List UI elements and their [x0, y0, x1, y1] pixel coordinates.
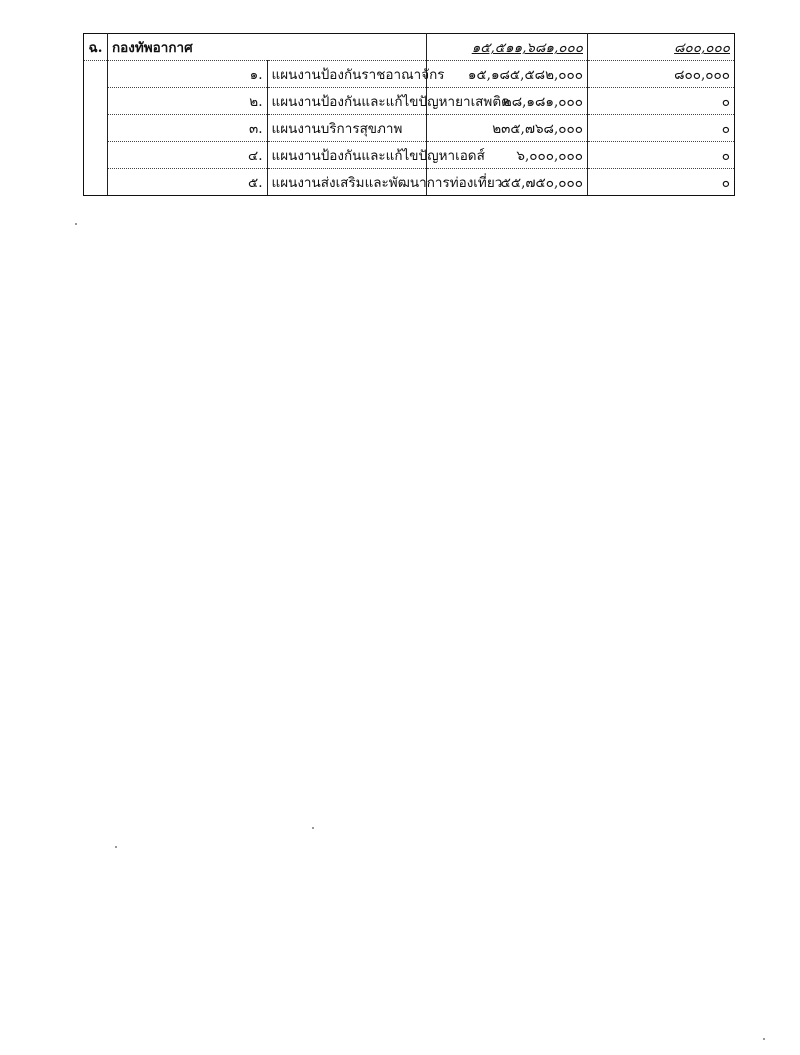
item-amount-1: ๒๓๕,๗๖๘,๐๐๐ — [427, 115, 588, 142]
section-code: ฉ. — [84, 34, 108, 61]
item-amount-1: ๕๕,๗๕๐,๐๐๐ — [427, 169, 588, 196]
item-amount-1: ๖,๐๐๐,๐๐๐ — [427, 142, 588, 169]
table-row — [84, 88, 735, 115]
item-amount-2: ๐ — [588, 169, 735, 196]
table-row — [84, 142, 735, 169]
budget-table — [83, 33, 735, 196]
section-header-row — [84, 34, 735, 61]
item-name: แผนงานป้องกันและแก้ไขปัญหาเอดส์ — [267, 142, 427, 169]
indent-cell — [84, 61, 108, 88]
scan-speck — [115, 846, 117, 848]
item-number: ๕. — [108, 169, 268, 196]
item-number: ๔. — [108, 142, 268, 169]
item-amount-1: ๑๕,๑๘๕,๕๘๒,๐๐๐ — [427, 61, 588, 88]
item-amount-2: ๐ — [588, 142, 735, 169]
indent-cell — [84, 88, 108, 115]
indent-cell — [84, 169, 108, 196]
item-number: ๒. — [108, 88, 268, 115]
scan-speck — [312, 827, 314, 829]
scan-speck — [763, 1038, 765, 1040]
section-amount-1: ๑๕,๕๑๑,๖๘๑,๐๐๐ — [427, 34, 588, 61]
item-name: แผนงานบริการสุขภาพ — [267, 115, 427, 142]
table-row — [84, 169, 735, 196]
item-name: แผนงานส่งเสริมและพัฒนาการท่องเที่ยว — [267, 169, 427, 196]
item-name: แผนงานป้องกันราชอาณาจักร — [267, 61, 427, 88]
item-amount-2: ๐ — [588, 115, 735, 142]
table-row — [84, 61, 735, 88]
section-name: กองทัพอากาศ — [108, 34, 427, 61]
table-row — [84, 115, 735, 142]
section-amount-2: ๘๐๐,๐๐๐ — [588, 34, 735, 61]
indent-cell — [84, 115, 108, 142]
indent-cell — [84, 142, 108, 169]
item-amount-2: ๐ — [588, 88, 735, 115]
item-number: ๑. — [108, 61, 268, 88]
item-amount-1: ๒๘,๑๘๑,๐๐๐ — [427, 88, 588, 115]
scan-speck — [75, 223, 77, 225]
item-name: แผนงานป้องกันและแก้ไขปัญหายาเสพติด — [267, 88, 427, 115]
item-amount-2: ๘๐๐,๐๐๐ — [588, 61, 735, 88]
item-number: ๓. — [108, 115, 268, 142]
